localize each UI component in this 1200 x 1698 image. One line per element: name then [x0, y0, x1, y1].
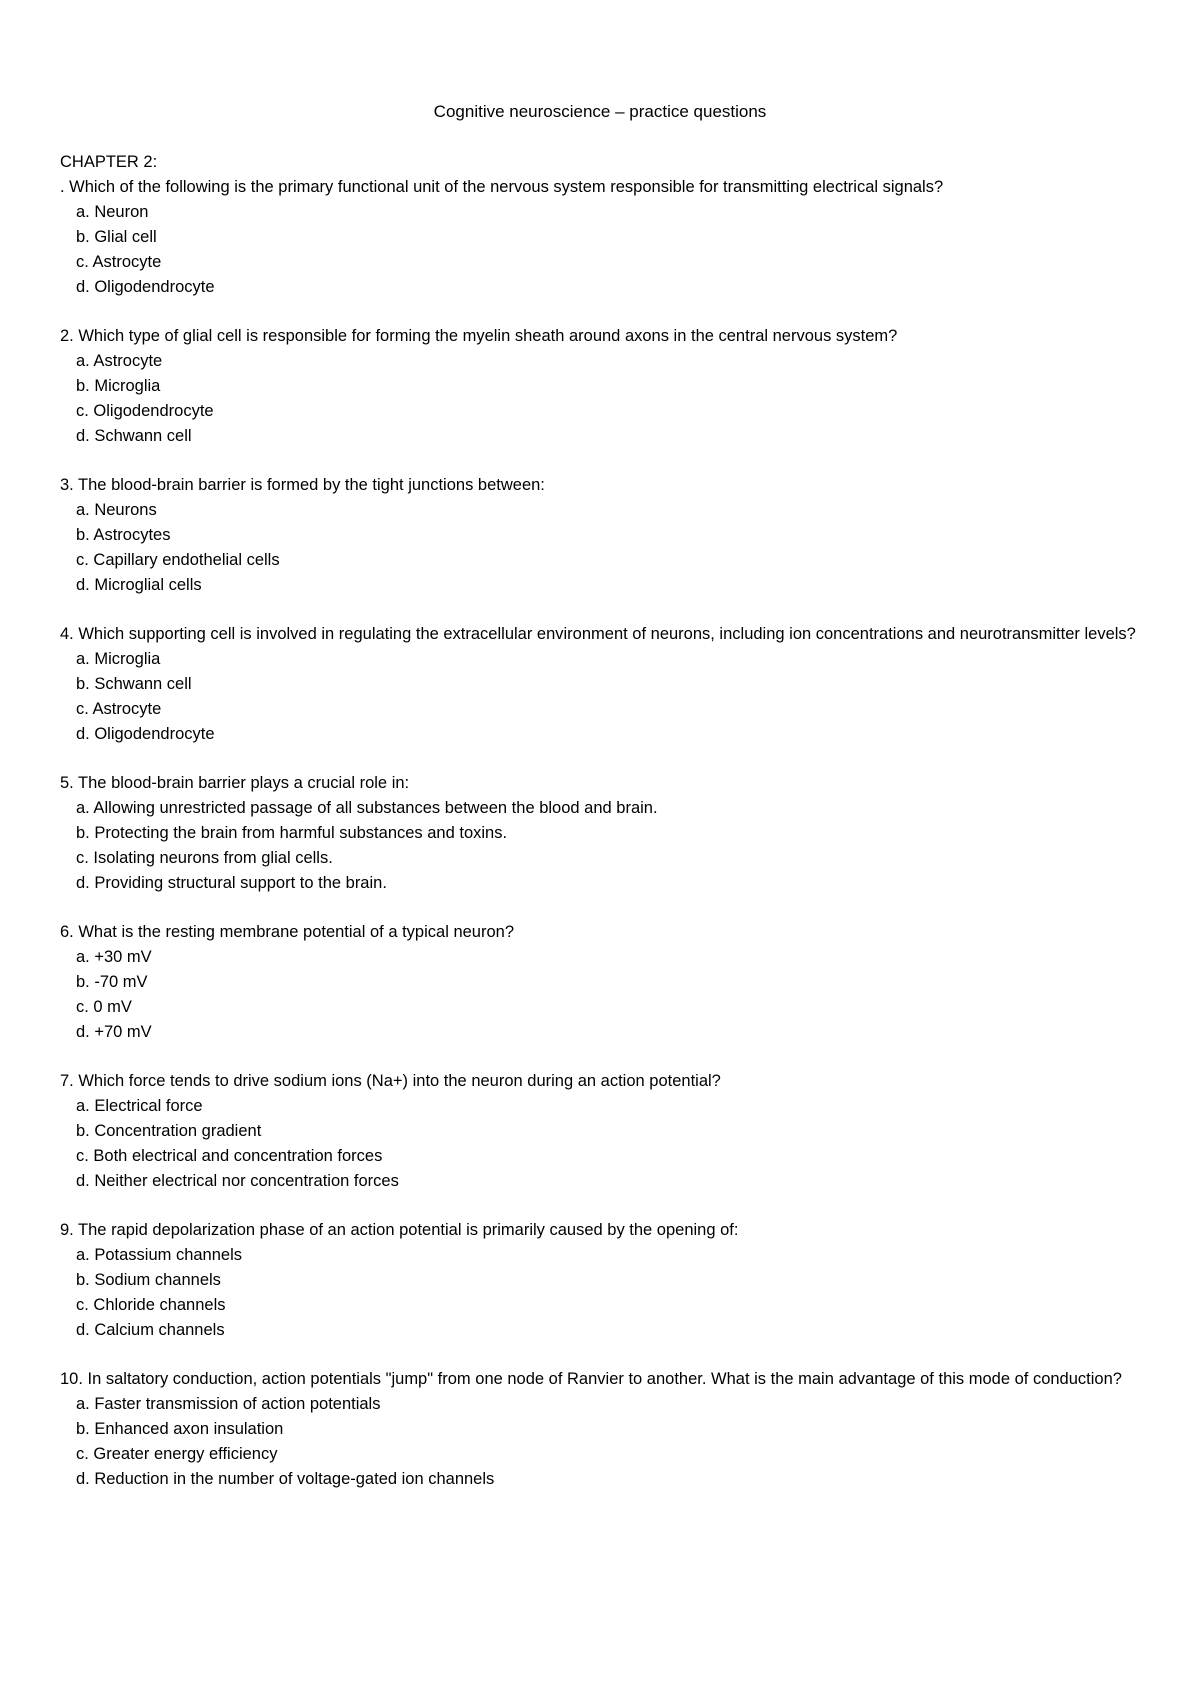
answer-option: a. Neurons [76, 501, 157, 519]
answer-option: c. Astrocyte [76, 700, 162, 718]
answer-option: d. Reduction in the number of voltage-gated ion channels [76, 1470, 495, 1488]
answer-option: b. -70 mV [76, 973, 148, 991]
answer-option: b. Sodium channels [76, 1271, 221, 1289]
answer-option: a. +30 mV [76, 948, 152, 966]
answer-option: a. Astrocyte [76, 352, 163, 370]
answer-option: a. Electrical force [76, 1097, 203, 1115]
question-text: 5. The blood-brain barrier plays a crucial role in: [60, 774, 410, 792]
question-text: 4. Which supporting cell is involved in regulating the extracellular environment of neurons, including ion concentrations and neurotransmitter levels? [60, 625, 1136, 643]
question-item [60, 622, 1170, 747]
answer-option: b. Astrocytes [76, 526, 171, 544]
answer-option: d. Providing structural support to the brain. [76, 874, 387, 892]
question-item [60, 771, 1170, 896]
question-text: 2. Which type of glial cell is responsible for forming the myelin sheath around axons in the central nervous system? [60, 327, 898, 345]
question-item [60, 473, 1170, 598]
answer-option: c. Chloride channels [76, 1296, 226, 1314]
answer-option: b. Schwann cell [76, 675, 192, 693]
answer-option: b. Enhanced axon insulation [76, 1420, 284, 1438]
question-item [60, 1069, 1170, 1194]
answer-option: c. Both electrical and concentration forces [76, 1147, 383, 1165]
answer-option: a. Neuron [76, 203, 149, 221]
question-item [60, 1367, 1170, 1492]
answer-option: c. Greater energy efficiency [76, 1445, 278, 1463]
answer-option: c. Capillary endothelial cells [76, 551, 280, 569]
question-item [60, 920, 1170, 1045]
answer-option: b. Microglia [76, 377, 161, 395]
question-text: 6. What is the resting membrane potential of a typical neuron? [60, 923, 514, 941]
answer-option: c. Oligodendrocyte [76, 402, 214, 420]
question-text: 3. The blood-brain barrier is formed by the tight junctions between: [60, 476, 545, 494]
answer-option: c. 0 mV [76, 998, 132, 1016]
answer-option: c. Isolating neurons from glial cells. [76, 849, 333, 867]
document-body [60, 150, 1170, 1516]
answer-option: b. Concentration gradient [76, 1122, 262, 1140]
document-title: Cognitive neuroscience – practice questions [433, 102, 767, 121]
answer-option: a. Potassium channels [76, 1246, 243, 1264]
answer-option: d. +70 mV [76, 1023, 152, 1041]
answer-option: d. Neither electrical nor concentration forces [76, 1172, 399, 1190]
answer-option: a. Faster transmission of action potentials [76, 1395, 381, 1413]
question-text: 10. In saltatory conduction, action potentials "jump" from one node of Ranvier to another. What is the main advantage of this mode of conduction? [60, 1370, 1122, 1388]
question-item [60, 175, 1170, 300]
answer-option: a. Microglia [76, 650, 161, 668]
answer-option: c. Astrocyte [76, 253, 162, 271]
answer-option: d. Microglial cells [76, 576, 202, 594]
question-text: 7. Which force tends to drive sodium ions (Na+) into the neuron during an action potential? [60, 1072, 721, 1090]
chapter-heading: CHAPTER 2: [60, 153, 158, 171]
answer-option: a. Allowing unrestricted passage of all substances between the blood and brain. [76, 799, 658, 817]
answer-option: d. Oligodendrocyte [76, 725, 215, 743]
question-item [60, 1218, 1170, 1343]
answer-option: d. Schwann cell [76, 427, 192, 445]
question-text: 9. The rapid depolarization phase of an action potential is primarily caused by the opening of: [60, 1221, 739, 1239]
question-list [60, 175, 1170, 1492]
question-item [60, 324, 1170, 449]
answer-option: d. Oligodendrocyte [76, 278, 215, 296]
answer-option: b. Protecting the brain from harmful substances and toxins. [76, 824, 508, 842]
question-text: . Which of the following is the primary functional unit of the nervous system responsible for transmitting electrical signals? [60, 178, 944, 196]
answer-option: b. Glial cell [76, 228, 157, 246]
answer-option: d. Calcium channels [76, 1321, 225, 1339]
